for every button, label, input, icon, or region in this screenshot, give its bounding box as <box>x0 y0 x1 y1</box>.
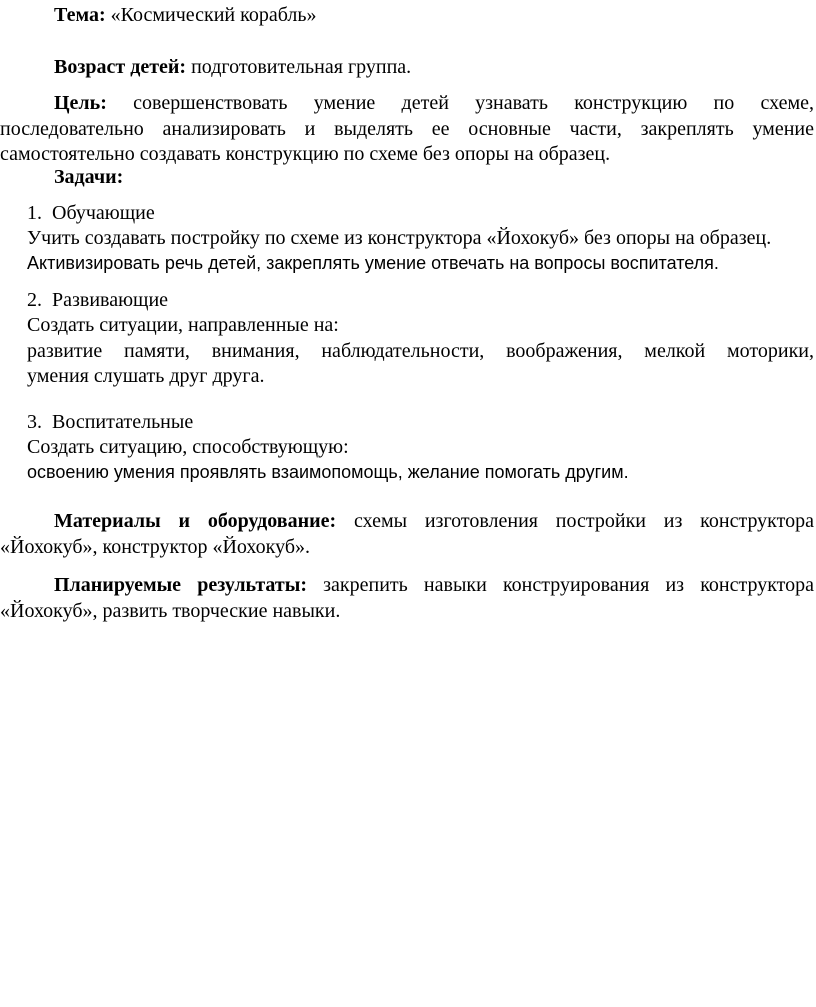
results-line-2 <box>0 598 340 624</box>
materials-text-2: «Йохокуб», конструктор «Йохокуб». <box>0 536 310 558</box>
task-3-title <box>27 409 193 435</box>
goal-line-2 <box>0 116 814 142</box>
age-value: подготовительная группа. <box>191 56 412 78</box>
task-2-line-3: умения слушать друг друга. <box>27 365 265 387</box>
task-2-number: 2. <box>27 289 42 311</box>
results-line-1 <box>54 572 814 598</box>
task-3-name: Воспитательные <box>52 411 194 433</box>
materials-line-1 <box>54 508 814 534</box>
task-3-line-1: Создать ситуацию, способствующую: <box>27 436 349 458</box>
task-2-name: Развивающие <box>52 289 169 311</box>
task-2-title <box>27 287 168 313</box>
task-1-line-2: Активизировать речь детей, закреплять умение отвечать на вопросы воспитателя. <box>27 253 719 273</box>
goal-text-2: последовательно анализировать и выделять ее основные части, закреплять умение <box>0 118 814 140</box>
results-label: Планируемые результаты: <box>54 574 308 596</box>
task-1-line-1: Учить создавать постройку по схеме из конструктора «Йохокуб» без опоры на образец. <box>27 227 772 249</box>
goal-text-1: совершенствовать умение детей узнавать конструкцию по схеме, <box>133 92 814 114</box>
results-text-2: «Йохокуб», развить творческие навыки. <box>0 600 341 622</box>
materials-line-2 <box>0 534 310 560</box>
materials-label: Материалы и оборудование: <box>54 510 337 532</box>
task-2-line-1: Создать ситуации, направленные на: <box>27 314 339 336</box>
topic-line <box>54 2 316 28</box>
age-line <box>54 54 411 80</box>
topic-value: «Космический корабль» <box>110 4 317 26</box>
tasks-heading: Задачи: <box>54 166 124 188</box>
goal-line-1 <box>54 90 814 116</box>
results-text-1: закрепить навыки конструирования из конструктора <box>323 574 814 596</box>
goal-text-3: самостоятельно создавать конструкцию по схеме без опоры на образец. <box>0 143 611 165</box>
goal-label: Цель: <box>54 92 107 114</box>
task-1-name: Обучающие <box>52 202 155 224</box>
task-3-line-2: освоению умения проявлять взаимопомощь, желание помогать другим. <box>27 462 629 482</box>
materials-text-1: схемы изготовления постройки из конструктора <box>353 510 814 532</box>
age-label: Возраст детей: <box>54 56 187 78</box>
task-2-line-2: развитие памяти, внимания, наблюдательности, воображения, мелкой моторики, <box>27 340 814 362</box>
topic-label: Тема: <box>54 4 106 26</box>
task-3-number: 3. <box>27 411 42 433</box>
task-1-number: 1. <box>27 202 42 224</box>
task-1-title <box>27 200 155 226</box>
